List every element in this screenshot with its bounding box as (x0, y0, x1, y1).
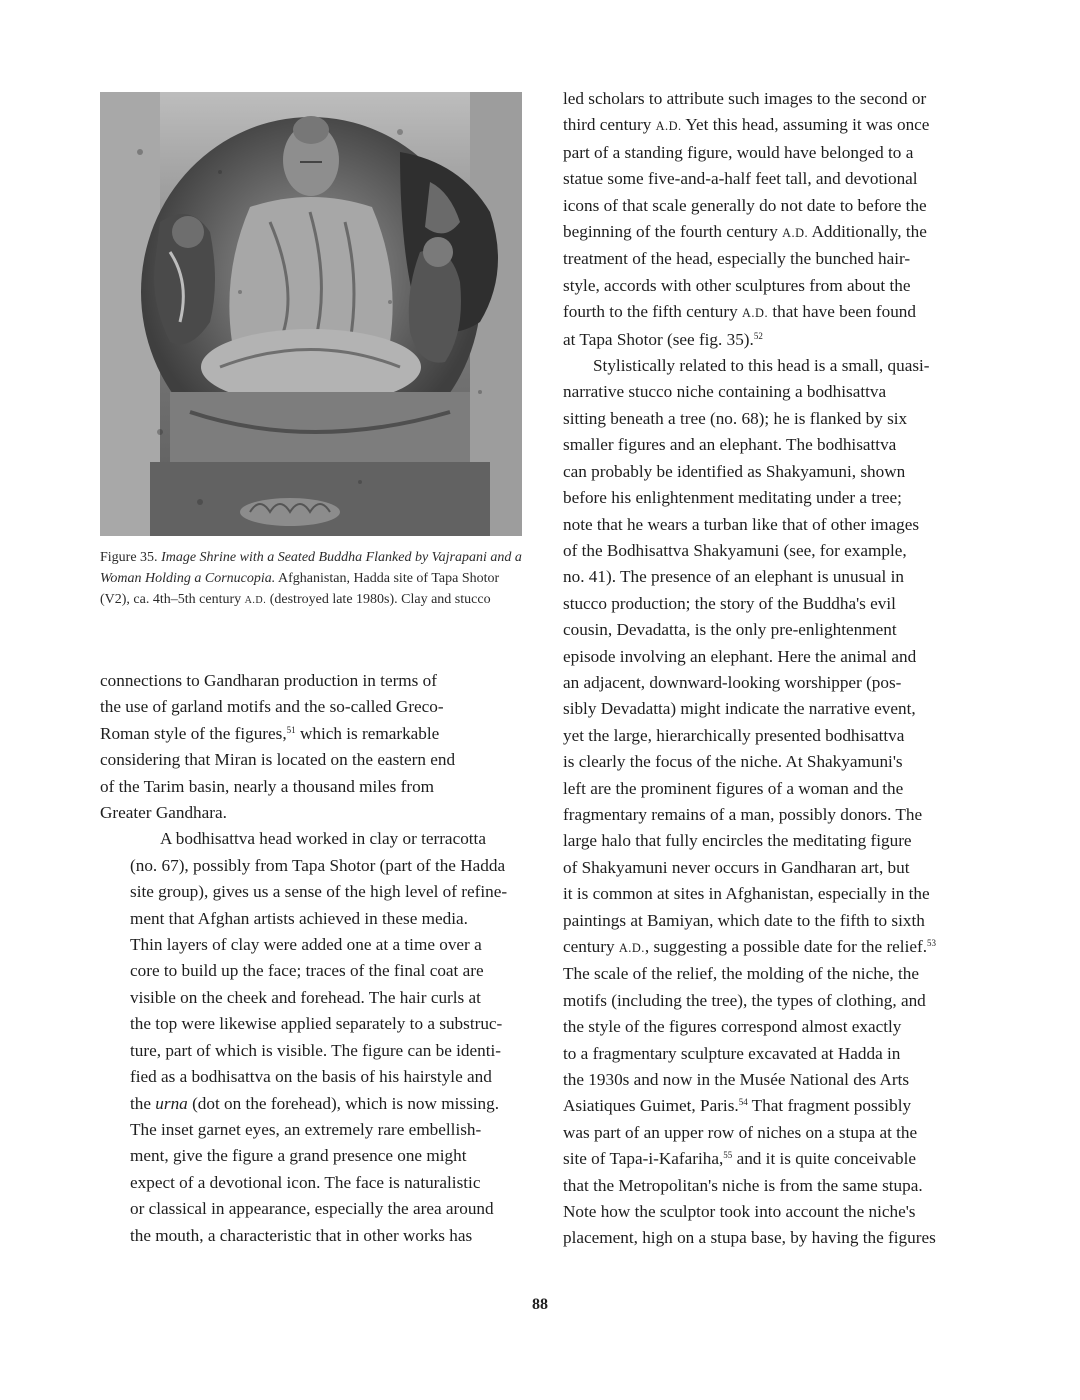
buddha-shrine-photo-illustration (100, 92, 522, 536)
figure-caption (100, 547, 530, 611)
text-line: visible on the cheek and forehead. The hair curls at (130, 987, 481, 1007)
text-line: The inset garnet eyes, an extremely rare embellish- (130, 1119, 482, 1139)
text-line: is clearly the focus of the niche. At Shakyamuni's (563, 752, 903, 772)
text-line: cousin, Devadatta, is the only pre-enlightenment (563, 620, 897, 640)
text-line: can probably be identified as Shakyamuni, shown (563, 461, 906, 481)
text-run: Asiatiques Guimet, Paris. (563, 1096, 739, 1116)
text-line: (no. 67), possibly from Tapa Shotor (part of the Hadda (130, 855, 506, 875)
text-line: motifs (including the tree), the types of clothing, and (563, 990, 926, 1010)
text-line: placement, high on a stupa base, by having the figures (563, 1228, 936, 1248)
footnote-ref[interactable]: 51 (286, 724, 296, 735)
caption-tail: (destroyed late 1980s). Clay and stucco (269, 592, 491, 607)
text-line (563, 1093, 993, 1119)
text-run: the (130, 1093, 156, 1113)
caption-era: A.D. (244, 595, 267, 606)
text-run: that have been found (768, 302, 916, 322)
text-line (563, 1146, 993, 1172)
text-run: Yet this head, assuming it was once (681, 115, 930, 135)
text-line: of Shakyamuni never occurs in Gandharan art, but (563, 857, 910, 877)
text-line: The scale of the relief, the molding of the niche, the (563, 964, 920, 984)
text-line: fragmentary remains of a man, possibly donors. The (563, 804, 923, 824)
text-line: ture, part of which is visible. The figure can be identi- (130, 1040, 502, 1060)
text-line: yet the large, hierarchically presented bodhisattva (563, 725, 905, 745)
era-abbrev: A.D. (782, 226, 809, 241)
text-line: ment, give the figure a grand presence one might (130, 1146, 467, 1166)
text-line (563, 299, 993, 326)
text-line (100, 721, 532, 747)
text-line: narrative stucco niche containing a bodhisattva (563, 382, 887, 402)
italic-term: urna (155, 1093, 188, 1113)
footnote-ref[interactable]: 53 (927, 938, 936, 948)
text-run: (dot on the forehead), which is now missing. (187, 1093, 500, 1113)
text-run: beginning of the fourth century (563, 222, 783, 242)
text-line: to a fragmentary sculpture excavated at Hadda in (563, 1043, 901, 1063)
text-line: note that he wears a turban like that of other images (563, 514, 920, 534)
text-line: an adjacent, downward-looking worshipper (pos- (563, 672, 902, 692)
caption-place: Afghanistan, Hadda site of Tapa Shotor (V2), ca. 4th–5th century (100, 571, 500, 607)
text-line (563, 327, 993, 353)
paragraph (100, 668, 532, 826)
text-line: left are the prominent figures of a woman and the (563, 778, 904, 798)
text-line: fied as a bodhisattva on the basis of his hairstyle and (130, 1067, 492, 1087)
text-line: connections to Gandharan production in terms of (100, 671, 437, 690)
paragraph (100, 826, 532, 1249)
text-line: core to build up the face; traces of the final coat are (130, 961, 484, 981)
text-line: that the Metropolitan's niche is from the same stupa. (563, 1175, 923, 1195)
text-line: ment that Afghan artists achieved in these media. (130, 908, 468, 928)
text-line: statue some five-and-a-half feet tall, and devotional (563, 169, 918, 189)
text-run: century (563, 937, 619, 956)
text-run: and it is quite conceivable (732, 1149, 917, 1169)
text-run: That fragment possibly (747, 1096, 912, 1116)
text-run: , suggesting a possible date for the relief. (644, 937, 927, 956)
text-line: stucco production; the story of the Buddha's evil (563, 593, 896, 613)
text-run: Roman style of the figures, (100, 723, 287, 743)
text-line: of the Tarim basin, nearly a thousand miles from (100, 776, 435, 796)
text-line: before his enlightenment meditating under a tree; (563, 488, 902, 508)
text-line: Note how the sculptor took into account the niche's (563, 1202, 916, 1222)
left-column (100, 668, 532, 1249)
text-line: Stylistically related to this head is a small, quasi- (593, 356, 930, 376)
era-abbrev: A.D. (741, 306, 769, 321)
text-line: sitting beneath a tree (no. 68); he is flanked by six (563, 408, 908, 428)
text-line (563, 219, 993, 246)
text-run: at Tapa Shotor (see fig. 35). (563, 329, 754, 349)
text-run: third century (563, 115, 656, 135)
text-line: treatment of the head, especially the bunched hair- (563, 249, 911, 269)
text-line (563, 934, 993, 961)
text-line: Greater Gandhara. (100, 803, 227, 823)
text-line: no. 41). The presence of an elephant is unusual in (563, 567, 904, 587)
text-line: was part of an upper row of niches on a stupa at the (563, 1122, 918, 1142)
text-line: the mouth, a characteristic that in other works has (130, 1225, 473, 1245)
text-run: fourth to the fifth century (563, 302, 742, 322)
text-line: episode involving an elephant. Here the animal and (563, 646, 917, 666)
text-line: considering that Miran is located on the eastern end (100, 750, 456, 770)
text-line (563, 112, 993, 139)
text-line: Thin layers of clay were added one at a time over a (130, 935, 482, 955)
text-line: the top were likewise applied separately to a substruc- (130, 1014, 503, 1034)
text-line: sibly Devadatta) might indicate the narrative event, (563, 699, 916, 719)
era-abbrev: A.D. (655, 119, 682, 134)
text-line: style, accords with other sculptures from about the (563, 275, 911, 295)
text-line: or classical in appearance, especially the area around (130, 1199, 494, 1219)
text-line: the use of garland motifs and the so-called Greco- (100, 697, 444, 717)
text-run: which is remarkable (295, 723, 440, 743)
text-line: smaller figures and an elephant. The bodhisattva (563, 435, 897, 455)
footnote-ref[interactable]: 54 (738, 1097, 748, 1108)
paragraph (563, 86, 993, 353)
text-line (100, 1091, 532, 1117)
footnote-ref[interactable]: 55 (723, 1150, 733, 1161)
right-column (563, 86, 993, 1252)
text-line: the 1930s and now in the Musée National des Arts (563, 1070, 910, 1090)
text-run: Additionally, the (808, 222, 927, 242)
text-line: paintings at Bamiyan, which date to the fifth to sixth (563, 910, 925, 930)
figure-photo (100, 92, 522, 536)
caption-number: Figure 35. (100, 550, 158, 565)
page-number: 88 (532, 1296, 548, 1313)
text-line: the style of the figures correspond almost exactly (563, 1017, 902, 1037)
text-line: it is common at sites in Afghanistan, especially in the (563, 884, 930, 904)
text-line: large halo that fully encircles the meditating figure (563, 831, 912, 851)
text-line: site group), gives us a sense of the high level of refine- (130, 882, 508, 902)
text-line: expect of a devotional icon. The face is naturalistic (130, 1172, 481, 1192)
footnote-ref[interactable]: 52 (753, 330, 763, 341)
text-line: of the Bodhisattva Shakyamuni (see, for example, (563, 540, 907, 560)
text-line: A bodhisattva head worked in clay or terracotta (160, 829, 486, 849)
text-run: site of Tapa-i-Kafariha, (563, 1149, 724, 1169)
text-line: icons of that scale generally do not date to before the (563, 195, 927, 215)
paragraph (563, 353, 993, 1252)
caption-title: Image Shrine with a Seated Buddha Flanked by Vajrapani and a Woman Holding a Cornucopia. (100, 550, 522, 586)
era-abbrev: A.D. (618, 941, 645, 955)
text-line: led scholars to attribute such images to the second or (563, 89, 927, 108)
text-line: part of a standing figure, would have belonged to a (563, 142, 914, 162)
